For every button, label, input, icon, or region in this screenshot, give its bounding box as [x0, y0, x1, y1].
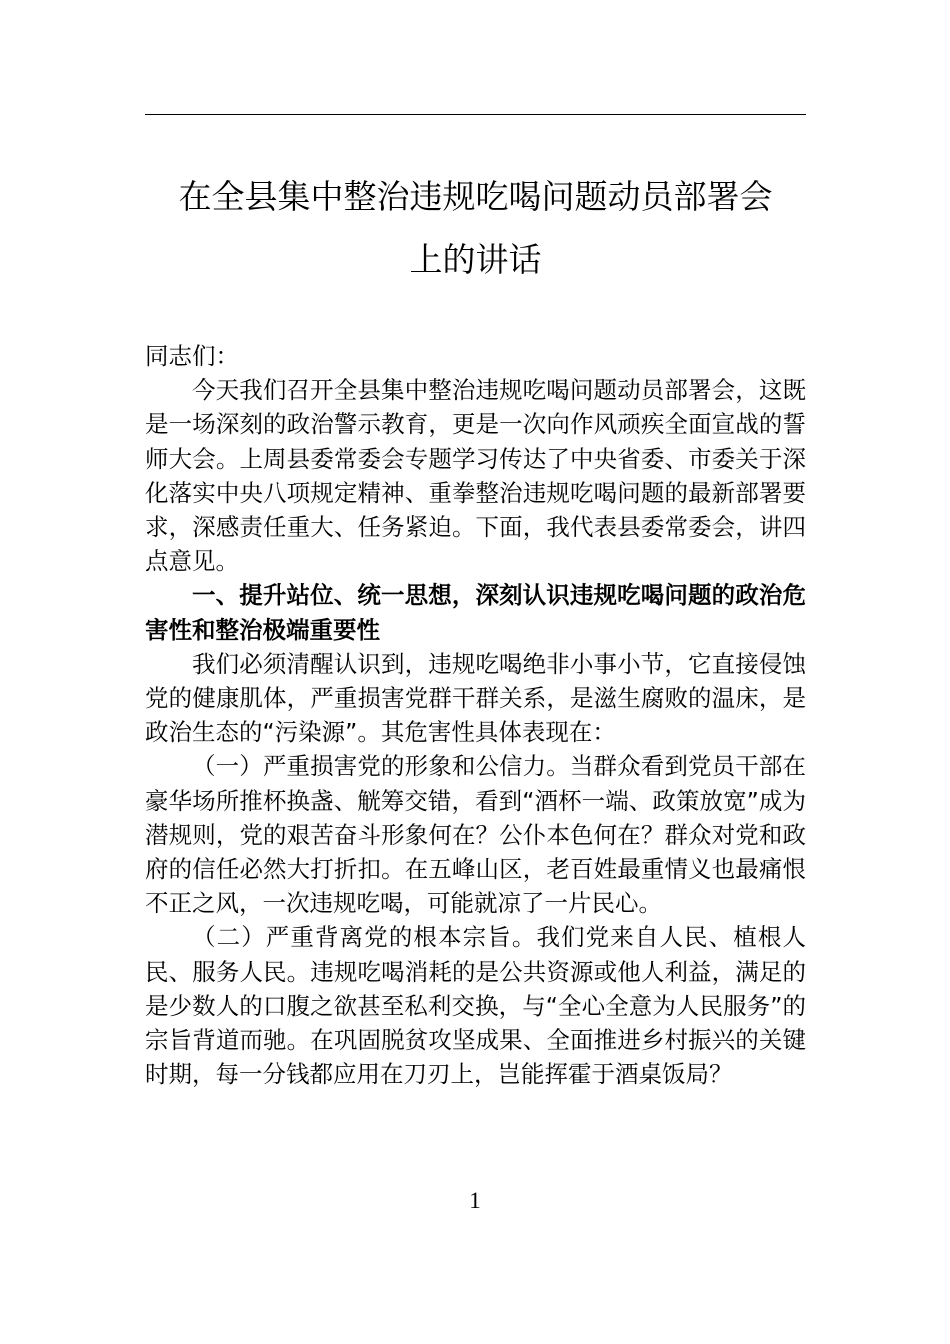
section-1-heading: 一、提升站位、统一思想，深刻认识违规吃喝问题的政治危害性和整治极端重要性 — [145, 581, 806, 644]
header-rule — [145, 114, 806, 115]
salutation: 同志们： — [145, 342, 239, 370]
section-1-intro-paragraph: 我们必须清醒认识到，违规吃喝绝非小事小节，它直接侵蚀党的健康肌体，严重损害党群干群关系，是滋生腐败的温床，是政治生态的“污染源”。其危害性具体表现在： — [145, 649, 806, 747]
title-line-2: 上的讲话 — [409, 240, 542, 279]
page-number: 1 — [469, 1188, 481, 1213]
document-title — [145, 165, 806, 291]
document-body — [145, 339, 806, 1091]
title-line-1: 在全县集中整治违规吃喝问题动员部署会 — [178, 177, 773, 216]
point-1-paragraph: （一）严重损害党的形象和公信力。当群众看到党员干部在豪华场所推杯换盏、觥筹交错，看到“酒杯一端、政策放宽”成为潜规则，党的艰苦奋斗形象何在？公仆本色何在？群众对党和政府的信任必然大打折扣。在五峰山区，老百姓最重情义也最痛恨不正之风，一次违规吃喝，可能就凉了一片民心。 — [145, 752, 806, 918]
point-2-paragraph: （二）严重背离党的根本宗旨。我们党来自人民、植根人民、服务人民。违规吃喝消耗的是公共资源或他人利益，满足的是少数人的口腹之欲甚至私利交换，与“全心全意为人民服务”的宗旨背道而驰。在巩固脱贫攻坚成果、全面推进乡村振兴的关键时期，每一分钱都应用在刀刃上，岂能挥霍于酒桌饭局？ — [145, 923, 806, 1089]
intro-paragraph: 今天我们召开全县集中整治违规吃喝问题动员部署会，这既是一场深刻的政治警示教育，更是一次向作风顽疾全面宣战的誓师大会。上周县委常委会专题学习传达了中央省委、市委关于深化落实中央八项规定精神、重拳整治违规吃喝问题的最新部署要求，深感责任重大、任务紧迫。下面，我代表县委常委会，讲四点意见。 — [145, 376, 806, 576]
